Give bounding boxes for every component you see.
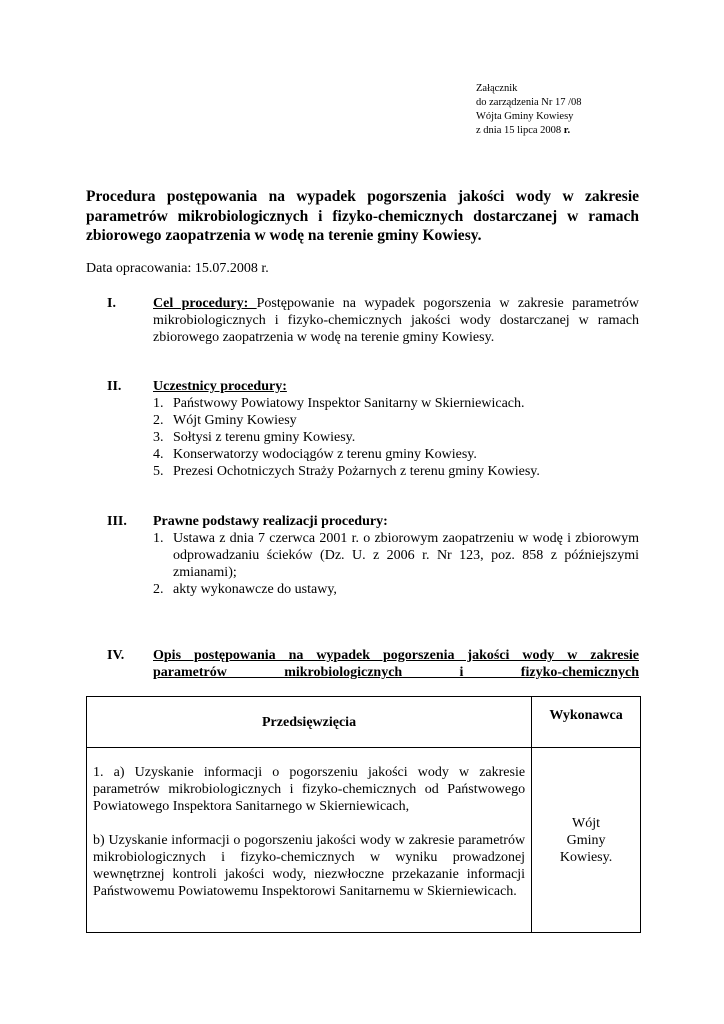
list-item: 5. Prezesi Ochotniczych Straży Pożarnych z terenu gminy Kowiesy. (153, 464, 540, 479)
table-header-row (87, 697, 641, 748)
attachment-note (476, 82, 582, 138)
attachment-date-suffix: r. (563, 125, 571, 136)
action-paragraph-a: 1. a) Uzyskanie informacji o pogorszeniu jakości wody w zakresie parametrów mikrobiologicznych i fizyko-chemicznych od Państwowego Powiatowego Inspektora Sanitarnego w Skierniewicach, (93, 765, 526, 814)
executor-cell (532, 748, 641, 933)
executor-line: Kowiesy. (559, 849, 613, 865)
section-heading: Uczestnicy procedury: (153, 379, 287, 394)
section-body (153, 513, 639, 598)
section-numeral: III. (107, 514, 127, 529)
executor-line: Gminy (566, 832, 606, 848)
list-item: 1. Państwowy Powiatowy Inspektor Sanitarny w Skierniewicach. (153, 396, 525, 411)
section-heading: Cel procedury: (153, 296, 257, 311)
list-item: 2. Wójt Gminy Kowiesy (153, 413, 297, 428)
section-numeral: I. (107, 296, 116, 311)
column-header-executor: Wykonawca (532, 697, 641, 748)
document-title: Procedura postępowania na wypadek pogorszenia jakości wody w zakresie parametrów mikrobiologicznych i fizyko-chemicznych dostarczanej w ramach zbiorowego zaopatrzenia w wodę na terenie gminy Kowiesy. (86, 188, 639, 244)
list-item: 3. Sołtysi z terenu gminy Kowiesy. (153, 430, 356, 445)
column-header-actions: Przedsięwzięcia (87, 697, 532, 748)
attachment-line (476, 124, 582, 138)
action-paragraph-b: b) Uzyskanie informacji o pogorszeniu jakości wody w zakresie parametrów mikrobiologicznych i fizyko-chemicznych w wyniku prowadzonej wewnętrznej kontroli jakości wody, niezwłoczne przekazanie informacji Państwowemu Powiatowemu Inspektorowi Sanitarnemu w Skierniewicach. (93, 833, 526, 899)
section-body (153, 295, 639, 346)
list-item: 2. akty wykonawcze do ustawy, (153, 582, 337, 597)
list-item: 4. Konserwatorzy wodociągów z terenu gminy Kowiesy. (153, 447, 477, 462)
section-numeral: IV. (107, 648, 125, 663)
executor-line: Wójt (572, 815, 601, 831)
attachment-line: Załącznik (476, 83, 518, 94)
section-text: Postępowanie na wypadek pogorszenia w zakresie parametrów mikrobiologicznych i fizyko-chemicznych jakości wody dostarczanej w ramach zbiorowego zaopatrzenia w wodę na terenie gminy Kowiesy. (153, 296, 639, 345)
section-heading: Opis postępowania na wypadek pogorszenia jakości wody w zakresie parametrów mikrobiologicznych i fizyko-chemicznych (153, 648, 639, 680)
attachment-date: z dnia 15 lipca 2008 (476, 125, 564, 136)
table-row (87, 748, 641, 933)
attachment-line: do zarządzenia Nr 17 /08 (476, 97, 582, 108)
preparation-date: Data opracowania: 15.07.2008 r. (86, 261, 269, 276)
attachment-line: Wójta Gminy Kowiesy (476, 111, 574, 122)
section-numeral: II. (107, 379, 122, 394)
actions-cell (87, 748, 532, 933)
list-item: 1. Ustawa z dnia 7 czerwca 2001 r. o zbiorowym zaopatrzeniu w wodę i zbiorowym odprowadzaniu ścieków (Dz. U. z 2006 r. Nr 123, poz. 858 z późniejszymi zmianami); (153, 531, 639, 580)
section-heading: Prawne podstawy realizacji procedury: (153, 514, 388, 529)
procedure-table (86, 696, 641, 933)
section-body (153, 378, 639, 480)
